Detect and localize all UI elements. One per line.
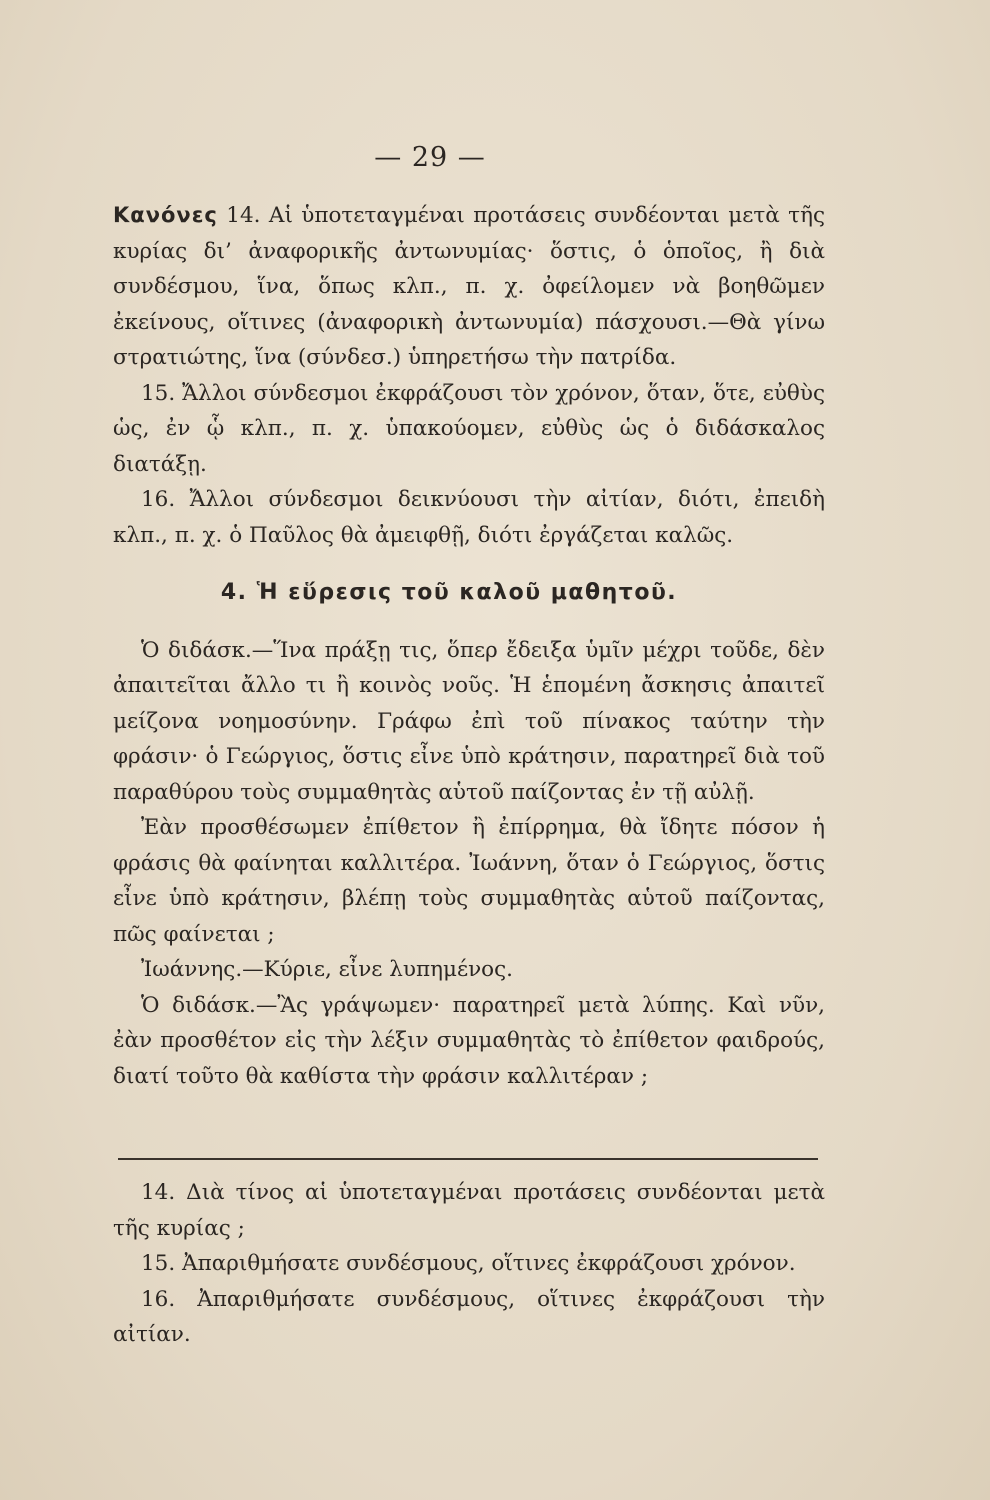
- question-text: Ἀπαριθμήσατε συνδέσμους, οἵτινες ἐκφράζουσι χρόνον.: [182, 1251, 796, 1276]
- section-number: 4.: [220, 580, 248, 605]
- dialogue-paragraph: Ὁ διδάσκ.—Ἵνα πράξῃ τις, ὅπερ ἔδειξα ὑμῖν μέχρι τοῦδε, δὲν ἀπαιτεῖται ἄλλο τι ἢ κοινὸς νοῦς. Ἡ ἑπομένη ἄσκησις ἀπαιτεῖ μείζονα νοημοσύνην. Γράφω ἐπὶ τοῦ πίνακος ταύτην τὴν φράσιν· ὁ Γεώργιος, ὅστις εἶνε ὑπὸ κράτησιν, παρατηρεῖ διὰ τοῦ παραθύρου τοὺς συμμαθητὰς αὑτοῦ παίζοντας ἐν τῇ αὐλῇ.: [113, 637, 825, 805]
- rule-16-text: Ἄλλοι σύνδεσμοι δεικνύουσι τὴν αἰτίαν, διότι, ἐπειδὴ κλπ., π. χ. ὁ Παῦλος θὰ ἀμειφθῇ, διότι ἐργάζεται καλῶς.: [113, 487, 825, 548]
- rule-14: [113, 198, 825, 376]
- review-questions: [113, 1175, 825, 1353]
- dialogue-paragraph: Ἰωάννης.—Κύριε, εἶνε λυπημένος.: [141, 957, 513, 982]
- dialogue-paragraph: Ἐὰν προσθέσωμεν ἐπίθετον ἢ ἐπίρρημα, θὰ ἴδητε πόσον ἡ φράσις θὰ φαίνηται καλλιτέρα. Ἰωάννη, ὅταν ὁ Γεώργιος, ὅστις εἶνε ὑπὸ κράτησιν, βλέπῃ τοὺς συμμαθητὰς αὑτοῦ παίζοντας, πῶς φαίνεται ;: [113, 815, 825, 947]
- rules-label: Κανόνες: [113, 203, 218, 227]
- dialogue-paragraph: Ὁ διδάσκ.—Ἂς γράψωμεν· παρατηρεῖ μετὰ λύπης. Καὶ νῦν, ἐὰν προσθέτον εἰς τὴν λέξιν συμμαθητὰς τὸ ἐπίθετον φαιδρούς, διατί τοῦτο θὰ καθίστα τὴν φράσιν καλλιτέραν ;: [113, 992, 825, 1089]
- question-text: Διὰ τίνος αἱ ὑποτεταγμέναι προτάσεις συνδέονται μετὰ τῆς κυρίας ;: [113, 1180, 825, 1241]
- question-14: [113, 1175, 825, 1246]
- question-number: 15.: [141, 1251, 176, 1276]
- question-16: [113, 1282, 825, 1353]
- rule-14-text: Αἱ ὑποτεταγμέναι προτάσεις συνδέονται μετὰ τῆς κυρίας δι’ ἀναφορικῆς ἀντωνυμίας· ὅστις, ὁ ὁποῖος, ἢ διὰ συνδέσμου, ἵνα, ὅπως κλπ., π. χ. ὀφείλομεν νὰ βοηθῶμεν ἐκείνους, οἵτινες (ἀναφορικὴ ἀντωνυμία) πάσχουσι.—Θὰ γίνω στρατιώτης, ἵνα (σύνδεσ.) ὑπηρετήσω τὴν πατρίδα.: [113, 203, 825, 370]
- main-text: [113, 198, 825, 1094]
- footnote-divider: [118, 1158, 818, 1160]
- page-number: — 29 —: [374, 142, 486, 173]
- rule-15-text: Ἄλλοι σύνδεσμοι ἐκφράζουσι τὸν χρόνον, ὅταν, ὅτε, εὐθὺς ὡς, ἐν ᾧ κλπ., π. χ. ὑπακούομεν, εὐθὺς ὡς ὁ διδάσκαλος διατάξῃ.: [113, 380, 825, 477]
- rule-15-number: 15.: [141, 380, 176, 406]
- section-heading: [113, 575, 825, 611]
- rule-16-number: 16.: [141, 487, 176, 512]
- question-number: 14.: [141, 1180, 176, 1205]
- rule-16: [113, 482, 825, 553]
- question-text: Ἀπαριθμήσατε συνδέσμους, οἵτινες ἐκφράζουσι τὴν αἰτίαν.: [113, 1286, 825, 1347]
- section-title: Ἡ εὕρεσις τοῦ καλοῦ μαθητοῦ.: [256, 580, 678, 605]
- question-15: [113, 1246, 825, 1282]
- question-number: 16.: [141, 1286, 176, 1312]
- rule-15: [113, 376, 825, 483]
- rule-14-number: 14.: [226, 203, 261, 228]
